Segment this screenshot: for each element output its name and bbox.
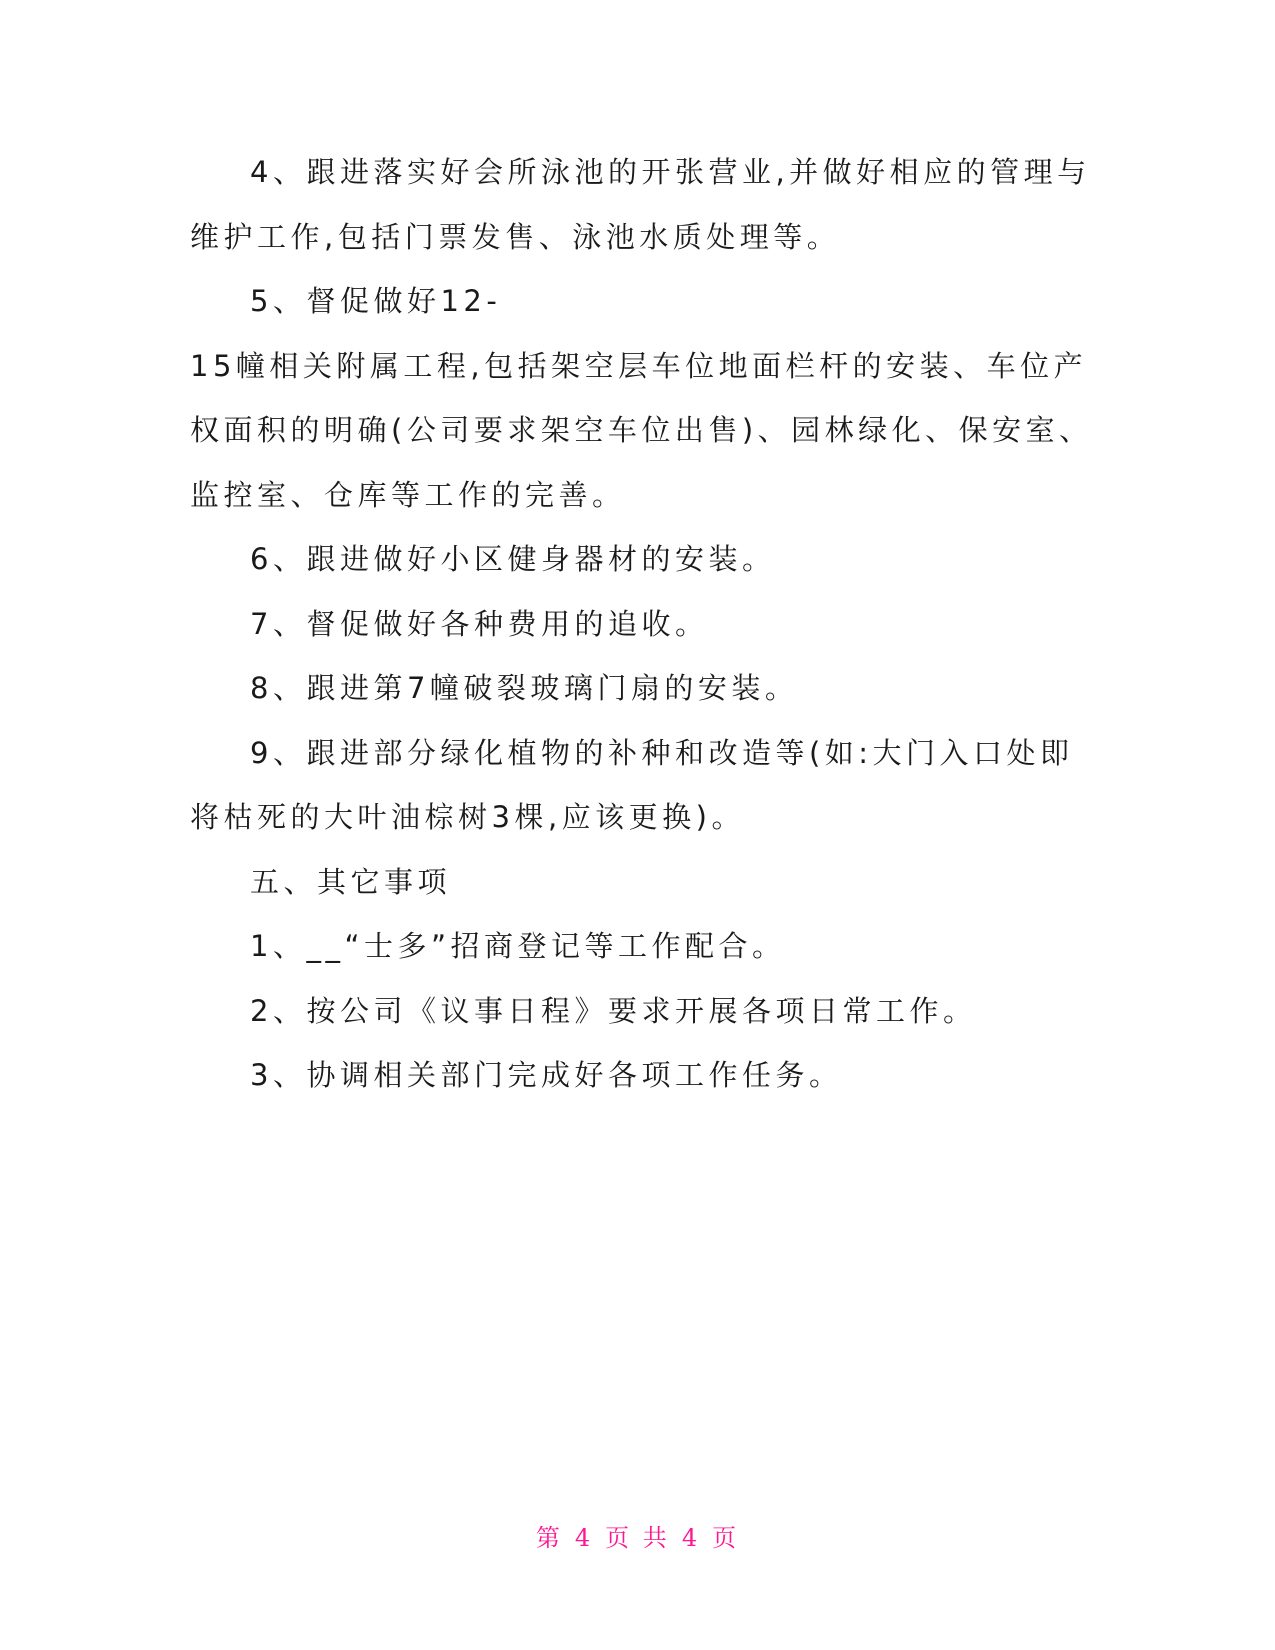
paragraph-item-9-line-2: 将枯死的大叶油棕树3棵,应该更换)。 [190,800,745,834]
paragraph-other-item-3: 3、协调相关部门完成好各项工作任务。 [250,1058,843,1092]
paragraph-other-item-1: 1、__“士多”招商登记等工作配合。 [250,929,786,963]
paragraph-item-6: 6、跟进做好小区健身器材的安装。 [250,542,776,576]
footer-suffix: 页 [712,1524,740,1552]
section-heading-other-matters: 五、其它事项 [250,864,452,899]
paragraph-item-4-line-1: 4、跟进落实好会所泳池的开张营业,并做好相应的管理与 [250,155,1091,189]
document-body [190,140,1093,1108]
footer-current-page: 4 [574,1524,594,1552]
footer-prefix: 第 [535,1524,563,1552]
paragraph-item-5-line-2: 15幢相关附属工程,包括架空层车位地面栏杆的安装、车位产 [190,348,1088,383]
paragraph-other-item-2: 2、按公司《议事日程》要求开展各项日常工作。 [250,993,977,1028]
footer-middle: 页 共 [605,1524,670,1552]
paragraph-item-4-line-2: 维护工作,包括门票发售、泳池水质处理等。 [190,219,841,254]
footer-total-pages: 4 [681,1524,701,1552]
page-footer [0,1518,1275,1553]
paragraph-item-5-line-3: 权面积的明确(公司要求架空车位出售)、园林绿化、保安室、 [190,413,1093,447]
paragraph-item-7: 7、督促做好各种费用的追收。 [250,606,709,641]
paragraph-item-5-line-1: 5、督促做好12- [250,284,502,318]
paragraph-item-9-line-1: 9、跟进部分绿化植物的补种和改造等(如:大门入口处即 [250,735,1074,770]
paragraph-item-5-line-4: 监控室、仓库等工作的完善。 [190,477,626,512]
paragraph-item-8: 8、跟进第7幢破裂玻璃门扇的安装。 [250,671,799,705]
